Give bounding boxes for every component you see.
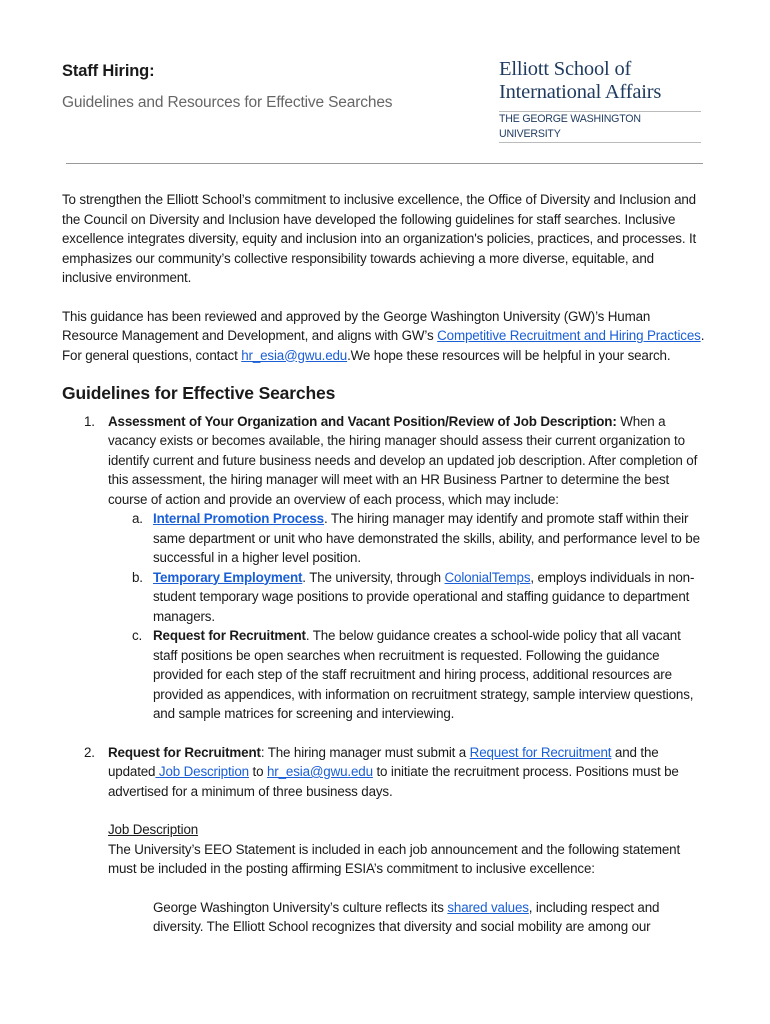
text: . The university, through bbox=[302, 569, 445, 585]
list-item-1 bbox=[62, 412, 707, 724]
logo-line-3: THE GEORGE WASHINGTON UNIVERSITY bbox=[499, 113, 641, 140]
list-letter: b. bbox=[132, 569, 143, 585]
text: to initiate the recruitment process. Positions must be advertised for a minimum of three business days. bbox=[108, 764, 679, 799]
text: .We hope these resources will be helpful in your search. bbox=[347, 347, 671, 363]
text: , including respect and diversity. The Elliott School recognizes that diversity and social mobility are among our bbox=[153, 899, 660, 934]
page-subtitle: Guidelines and Resources for Effective Searches bbox=[62, 94, 393, 111]
text: and the updated bbox=[108, 744, 659, 779]
page-title: Staff Hiring: bbox=[62, 62, 155, 80]
job-description-text: The University’s EEO Statement is included in each job announcement and the following statement must be included in the posting affirming ESIA’s commitment to inclusive excellence: bbox=[108, 841, 681, 876]
intro-paragraph-1: To strengthen the Elliott School’s commitment to inclusive excellence, the Office of Diversity and Inclusion and the Council on Diversity and Inclusion have developed the following guidelines for staff searches. Inclusive excellence integrates diversity, equity and inclusion into an organization's policies, practices, and processes. It emphasizes our community’s collective responsibility towards achieving a more diverse, equitable, and inclusive environment. bbox=[62, 192, 697, 285]
job-description-link[interactable]: Job Description bbox=[155, 764, 249, 779]
email-link[interactable]: hr_esia@gwu.edu bbox=[241, 347, 348, 363]
item-title: Request for Recruitment bbox=[108, 744, 261, 760]
internal-promotion-link[interactable]: Internal Promotion Process bbox=[153, 511, 324, 526]
text: . The below guidance creates a school-wide policy that all vacant staff positions be open searches when recruitment is requested. Following the guidance provided for each step of the staff recruitment and hiring process, additional resources are provided as appendices, with information on recruitment strategy, sample interview questions, and sample matrices for screening and interviewing. bbox=[153, 628, 694, 721]
section-heading: Guidelines for Effective Searches bbox=[62, 383, 336, 403]
text: : The hiring manager must submit a bbox=[260, 744, 470, 760]
list-letter: c. bbox=[132, 628, 143, 643]
job-description-section bbox=[62, 820, 707, 879]
item-text: When a vacancy exists or becomes available, the hiring manager should assess their current organization to identify current and future business needs and develop an updated job description. After completion of this assessment, the hiring manager will meet with an HR Business Partner to determine the best course of action and provide an overview of each process, which may include: bbox=[108, 413, 698, 507]
list-number: 2. bbox=[84, 744, 95, 760]
text: to bbox=[248, 764, 267, 779]
sub-item-b bbox=[108, 568, 707, 627]
shared-values-link[interactable]: shared values bbox=[447, 899, 529, 915]
logo-divider-bottom bbox=[499, 142, 701, 143]
temporary-employment-link[interactable]: Temporary Employment bbox=[153, 569, 303, 585]
header-divider bbox=[66, 163, 703, 164]
competitive-recruitment-link[interactable]: Competitive Recruitment and Hiring Practices bbox=[437, 328, 701, 343]
sub-item-a bbox=[108, 509, 707, 568]
text: , employs individuals in non-student temporary wage positions to provide operational and staffing guidance to department managers. bbox=[153, 569, 695, 624]
document-body bbox=[62, 190, 707, 937]
logo-line-1: Elliott School of bbox=[499, 58, 632, 80]
elliott-school-logo bbox=[499, 58, 701, 143]
sub-item-c bbox=[108, 626, 707, 724]
text: . The hiring manager may identify and promote staff within their same department or unit who have demonstrated the skills, ability, and performance level to be successful in a higher level position. bbox=[153, 511, 700, 565]
list-letter: a. bbox=[132, 511, 143, 526]
job-description-heading: Job Description bbox=[108, 822, 199, 837]
text: This guidance has been reviewed and approved by the George Washington University (GW)’s Human Resource Management and Development, and aligns with GW’s bbox=[62, 308, 651, 343]
item-title: Request for Recruitment bbox=[153, 628, 306, 643]
colonialtemps-link[interactable]: ColonialTemps bbox=[444, 569, 531, 585]
eeo-quote bbox=[62, 898, 707, 937]
request-for-recruitment-link[interactable]: Request for Recruitment bbox=[469, 744, 612, 760]
intro-paragraph-2 bbox=[62, 307, 707, 366]
text: George Washington University’s culture reflects its bbox=[153, 899, 448, 915]
list-number: 1. bbox=[84, 413, 95, 429]
text: . For general questions, contact bbox=[62, 328, 705, 363]
item-title: Assessment of Your Organization and Vacant Position/Review of Job Description: bbox=[108, 413, 617, 429]
logo-line-2: International Affairs bbox=[499, 81, 662, 103]
email-link[interactable]: hr_esia@gwu.edu bbox=[267, 764, 373, 779]
list-item-2 bbox=[62, 743, 707, 802]
